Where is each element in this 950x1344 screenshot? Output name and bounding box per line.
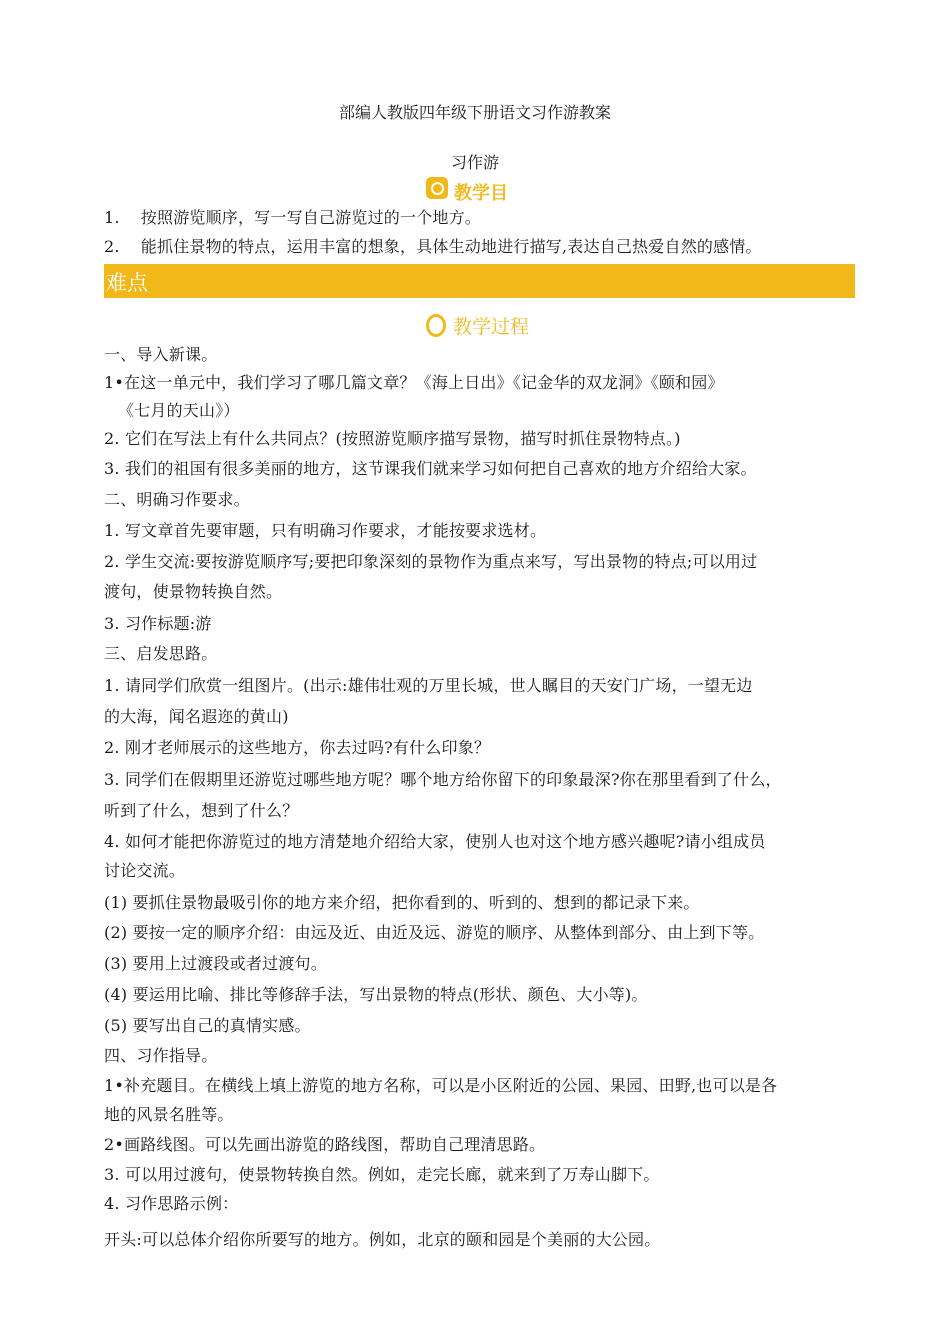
body-line: 三、启发思路。 (104, 644, 218, 663)
body-line: 3. 习作标题:游 (104, 614, 212, 633)
body-line: 3. 可以用过渡句，使景物转换自然。例如，走完长廊，就来到了万寿山脚下。 (104, 1165, 660, 1184)
body-line: 2. 刚才老师展示的这些地方，你去过吗?有什么印象？ (104, 738, 491, 757)
body-line: 四、习作指导。 (104, 1046, 218, 1065)
body-line: 听到了什么，想到了什么？ (104, 801, 299, 820)
teaching-goals-label: 教学目 (454, 183, 508, 201)
goal-item-1: 1. 按照游览顺序，写一写自己游览过的一个地方。 (104, 208, 482, 227)
document-title: 部编人教版四年级下册语文习作游教案 (338, 103, 611, 122)
body-line: 一、导入新课。 (104, 345, 218, 364)
body-line: 1•补充题目。在横线上填上游览的地方名称，可以是小区附近的公园、果园、田野,也可以是各 (104, 1076, 778, 1095)
difficulty-banner (104, 264, 855, 298)
document-subtitle: 习作游 (450, 153, 499, 172)
teaching-goals-heading (426, 175, 546, 201)
body-line: 2•画路线图。可以先画出游览的路线图，帮助自己理清思路。 (104, 1135, 546, 1154)
body-line: 《七月的天山》） (118, 401, 240, 420)
difficulty-heading: 难点 (106, 271, 148, 295)
body-line: 讨论交流。 (104, 861, 186, 880)
body-line: (3) 要用上过渡段或者过渡句。 (104, 954, 327, 973)
body-line: 4. 习作思路示例： (104, 1194, 239, 1213)
body-line: 二、明确习作要求。 (104, 490, 250, 509)
ring-icon (426, 314, 446, 337)
body-line: 地的风景名胜等。 (104, 1105, 234, 1124)
body-line: 1. 写文章首先要审题，只有明确习作要求，才能按要求选材。 (104, 521, 547, 540)
body-line: 开头:可以总体介绍你所要写的地方。例如，北京的颐和园是个美丽的大公园。 (104, 1230, 661, 1249)
target-icon (426, 177, 448, 199)
body-line: 3. 我们的祖国有很多美丽的地方，这节课我们就来学习如何把自己喜欢的地方介绍给大家。 (104, 459, 757, 478)
body-line: (1) 要抓住景物最吸引你的地方来介绍，把你看到的、听到的、想到的都记录下来。 (104, 893, 700, 912)
body-line: 4. 如何才能把你游览过的地方清楚地介绍给大家，使别人也对这个地方感兴趣呢?请小组成员 (104, 832, 766, 851)
body-line: (5) 要写出自己的真情实感。 (104, 1016, 311, 1035)
goal-item-2: 2. 能抓住景物的特点，运用丰富的想象，具体生动地进行描写,表达自己热爱自然的感情。 (104, 237, 762, 256)
body-line: 2. 学生交流:要按游览顺序写;要把印象深刻的景物作为重点来写，写出景物的特点;可以用过 (104, 552, 758, 571)
body-line: 渡句，使景物转换自然。 (104, 582, 283, 601)
body-line: (4) 要运用比喻、排比等修辞手法，写出景物的特点(形状、颜色、大小等)。 (104, 985, 648, 1004)
body-line: 的大海，闻名遐迩的黄山) (104, 707, 289, 726)
body-line: 3. 同学们在假期里还游览过哪些地方呢？哪个地方给你留下的印象最深?你在那里看到了什么， (104, 770, 782, 789)
body-line: 1•在这一单元中，我们学习了哪几篇文章？《海上日出》《记金华的双龙洞》《颐和园》 (104, 373, 724, 392)
body-line: (2) 要按一定的顺序介绍：由远及近、由近及远、游览的顺序、从整体到部分、由上到下等。 (104, 923, 765, 942)
body-line: 1. 请同学们欣赏一组图片。(出示:雄伟壮观的万里长城，世人瞩目的天安门广场，一望无边 (104, 676, 753, 695)
body-line: 2. 它们在写法上有什么共同点？(按照游览顺序描写景物，描写时抓住景物特点。) (104, 429, 681, 448)
teaching-process-label: 教学过程 (453, 316, 530, 338)
